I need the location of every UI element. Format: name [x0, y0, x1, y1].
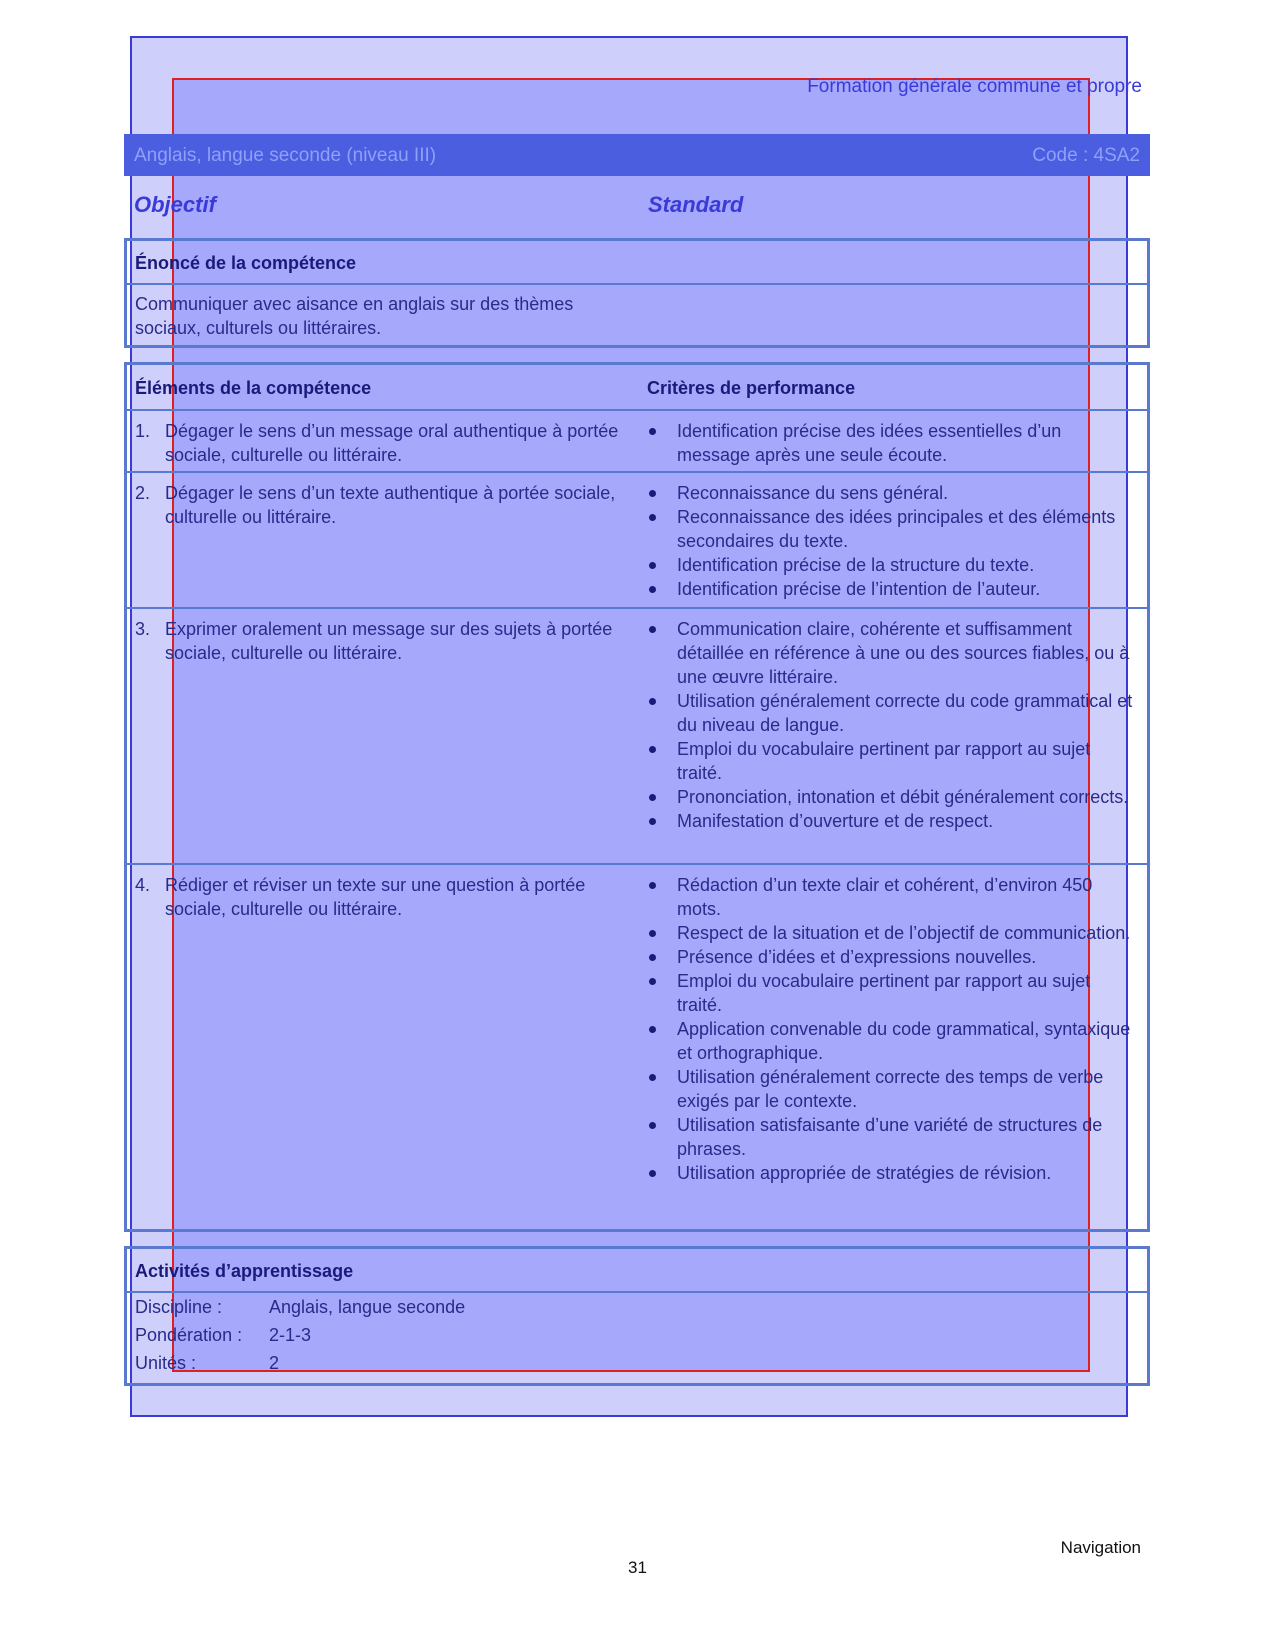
criterion-item: Présence d’idées et d’expressions nouvelles.	[647, 945, 1137, 969]
bullet-icon	[649, 1170, 656, 1177]
statement-text: Communiquer avec aisance en anglais sur des thèmes sociaux, culturels ou littéraires.	[135, 294, 574, 338]
criterion-item: Prononciation, intonation et débit généralement corrects.	[647, 785, 1137, 809]
element-text: Exprimer oralement un message sur des sujets à portée sociale, culturelle ou littéraire.	[165, 619, 613, 663]
criterion-item: Utilisation appropriée de stratégies de révision.	[647, 1161, 1137, 1185]
criteria-list	[647, 873, 1137, 1185]
objective-heading: Objectif	[134, 192, 216, 217]
bullet-icon	[649, 818, 656, 825]
element-row	[127, 473, 1147, 609]
bullet-icon	[649, 698, 656, 705]
elements-header-row	[127, 365, 1147, 411]
elements-section	[124, 362, 1150, 1232]
criterion-item: Application convenable du code grammatical, syntaxique et orthographique.	[647, 1017, 1137, 1065]
element-text: Dégager le sens d’un message oral authentique à portée sociale, culturelle ou littéraire.	[165, 421, 619, 465]
element-number: 1.	[135, 421, 151, 441]
element-text: Dégager le sens d’un texte authentique à portée sociale, culturelle ou littéraire.	[165, 483, 616, 527]
criterion-item: Emploi du vocabulaire pertinent par rapport au sujet traité.	[647, 737, 1137, 785]
criteria-list	[647, 617, 1137, 833]
criterion-item: Reconnaissance des idées principales et des éléments secondaires du texte.	[647, 505, 1137, 553]
discipline-value: Anglais, langue seconde	[269, 1297, 466, 1317]
course-bar	[124, 134, 1150, 176]
criterion-item: Identification précise de l’intention de l’auteur.	[647, 577, 1137, 601]
discipline-row	[127, 1293, 1147, 1321]
bullet-icon	[649, 954, 656, 961]
activities-section	[124, 1246, 1150, 1386]
bullet-icon	[649, 490, 656, 497]
criterion-item: Utilisation généralement correcte des temps de verbe exigés par le contexte.	[647, 1065, 1137, 1113]
ponderation-value: 2-1-3	[269, 1325, 312, 1345]
discipline-label: Discipline :	[135, 1297, 223, 1317]
bullet-icon	[649, 514, 656, 521]
bullet-icon	[649, 930, 656, 937]
criterion-item: Respect de la situation et de l’objectif de communication.	[647, 921, 1137, 945]
course-code: Code : 4SA2	[1032, 145, 1140, 166]
bullet-icon	[649, 746, 656, 753]
element-row	[127, 609, 1147, 865]
course-name: Anglais, langue seconde (niveau III)	[134, 145, 437, 166]
bullet-icon	[649, 794, 656, 801]
element-row	[127, 865, 1147, 1211]
elements-heading: Éléments de la compétence	[135, 378, 372, 398]
element-number: 3.	[135, 619, 151, 639]
element-number: 2.	[135, 483, 151, 503]
bullet-icon	[649, 586, 656, 593]
units-row	[127, 1349, 1147, 1377]
bullet-icon	[649, 1026, 656, 1033]
bullet-icon	[649, 626, 656, 633]
bullet-icon	[649, 562, 656, 569]
element-row	[127, 411, 1147, 473]
program-header: Formation générale commune et propre	[807, 76, 1142, 97]
criterion-item: Reconnaissance du sens général.	[647, 481, 1137, 505]
ponderation-row	[127, 1321, 1147, 1349]
criterion-item: Identification précise de la structure du texte.	[647, 553, 1137, 577]
criterion-item: Communication claire, cohérente et suffisamment détaillée en référence à une ou des sources fiables, ou à une œuvre littéraire.	[647, 617, 1137, 689]
activities-heading: Activités d’apprentissage	[127, 1249, 1147, 1293]
units-value: 2	[269, 1353, 280, 1373]
navigation-link[interactable]: Navigation	[1060, 1538, 1141, 1557]
subheadings	[134, 192, 1144, 220]
bullet-icon	[649, 1122, 656, 1129]
criterion-item: Manifestation d’ouverture et de respect.	[647, 809, 1137, 833]
standard-heading: Standard	[648, 192, 744, 217]
criterion-item: Rédaction d’un texte clair et cohérent, d’environ 450 mots.	[647, 873, 1137, 921]
page-number: 31	[628, 1558, 647, 1577]
bullet-icon	[649, 1074, 656, 1081]
bullet-icon	[649, 978, 656, 985]
element-number: 4.	[135, 875, 151, 895]
criteria-heading: Critères de performance	[647, 378, 856, 398]
criteria-list	[647, 481, 1137, 601]
criterion-item: Utilisation généralement correcte du code grammatical et du niveau de langue.	[647, 689, 1137, 737]
criterion-item: Emploi du vocabulaire pertinent par rapport au sujet traité.	[647, 969, 1137, 1017]
ponderation-label: Pondération :	[135, 1325, 243, 1345]
criterion-item: Identification précise des idées essentielles d’un message après une seule écoute.	[647, 419, 1137, 467]
element-text: Rédiger et réviser un texte sur une question à portée sociale, culturelle ou littéraire.	[165, 875, 586, 919]
bullet-icon	[649, 428, 656, 435]
statement-section	[124, 238, 1150, 348]
units-label: Unités :	[135, 1353, 197, 1373]
bullet-icon	[649, 882, 656, 889]
statement-heading: Énoncé de la compétence	[127, 241, 1147, 285]
criterion-item: Utilisation satisfaisante d’une variété de structures de phrases.	[647, 1113, 1137, 1161]
criteria-list	[647, 419, 1137, 467]
